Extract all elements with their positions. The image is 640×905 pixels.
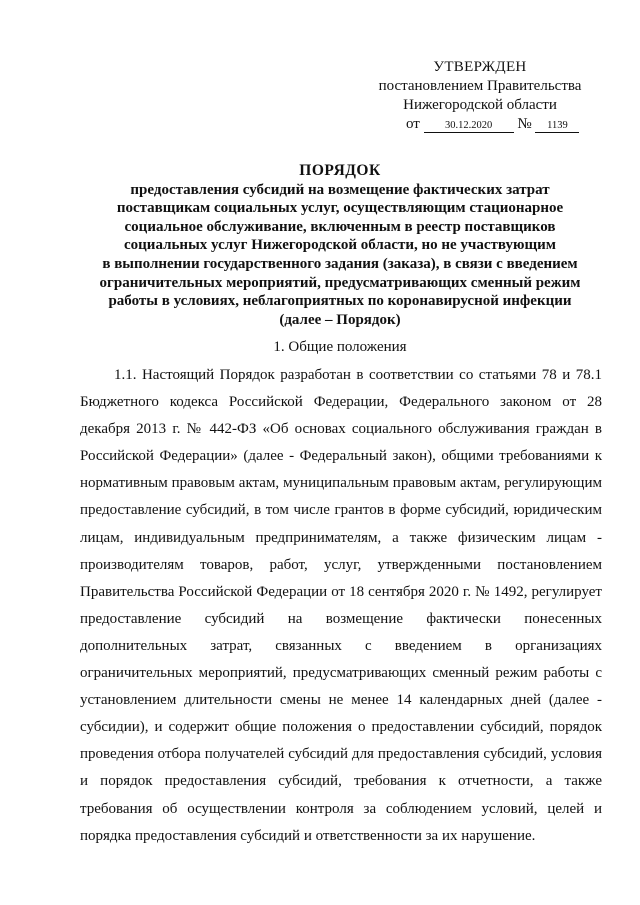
document-title-main: ПОРЯДОК xyxy=(299,162,381,179)
document-title-line: (далее – Порядок) xyxy=(279,311,401,328)
approval-date: 30.12.2020 xyxy=(424,119,514,133)
approval-number: 1139 xyxy=(535,119,579,133)
document-title-line: предоставления субсидий на возмещение фактических затрат xyxy=(130,181,550,198)
document-title-line: в выполнении государственного задания (заказа), в связи с введением xyxy=(102,255,578,272)
date-prefix: от xyxy=(406,116,420,132)
document-title-line: работы в условиях, неблагоприятных по коронавирусной инфекции xyxy=(108,293,572,310)
document-title-line: социальных услуг Нижегородской области, но не участвующим xyxy=(124,237,556,254)
document-title-line: ограничительных мероприятий, предусматривающих сменный режим xyxy=(99,274,581,291)
document-title-line: поставщикам социальных услуг, осуществляющим стационарное xyxy=(116,200,564,217)
document-title-line: социальное обслуживание, включенным в реестр поставщиков xyxy=(124,218,556,235)
body-paragraph: 1.1. Настоящий Порядок разработан в соответствии со статьями 78 и 78.1 Бюджетного кодекса Российской Федерации, Федерального законом от 28 декабря 2013 г. № 442-ФЗ «Об основах социального обслуживания граждан в Российской Федерации» (далее - Федеральный закон), общими требованиями к нормативным правовым актам, муниципальным правовым актам, регулирующим предоставление субсидий, в том числе грантов в форме субсидий, юридическим лицам, индивидуальным предпринимателям, а также физическим лицам - производителям товаров, работ, услуг, утвержденными постановлением Правительства Российской Федерации от 18 сентября 2020 г. № 1492, регулирует предоставление субсидий на возмещение фактически понесенных дополнительных затрат, связанных с введением в организациях ограничительных мероприятий, предусматривающих сменный режим работы с установлением длительности смены не менее 14 календарных дней (далее - субсидии), и содержит общие положения о предоставлении субсидий, порядок проведения отбора получателей субсидий для предоставления субсидий, условия и порядок предоставления субсидий, требования к отчетности, а также требования об осуществлении контроля за соблюдением условий, целей и порядка предоставления субсидий и ответственности за их нарушение. xyxy=(80,367,602,844)
approval-date-line xyxy=(370,115,590,134)
approval-title: УТВЕРЖДЕН xyxy=(433,59,527,75)
approval-line-1: постановлением Правительства xyxy=(378,78,582,94)
section-heading: 1. Общие положения xyxy=(273,339,407,355)
number-prefix: № xyxy=(517,116,532,132)
document-title xyxy=(80,162,600,329)
approval-block xyxy=(370,58,590,134)
approval-line-2: Нижегородской области xyxy=(403,97,557,113)
